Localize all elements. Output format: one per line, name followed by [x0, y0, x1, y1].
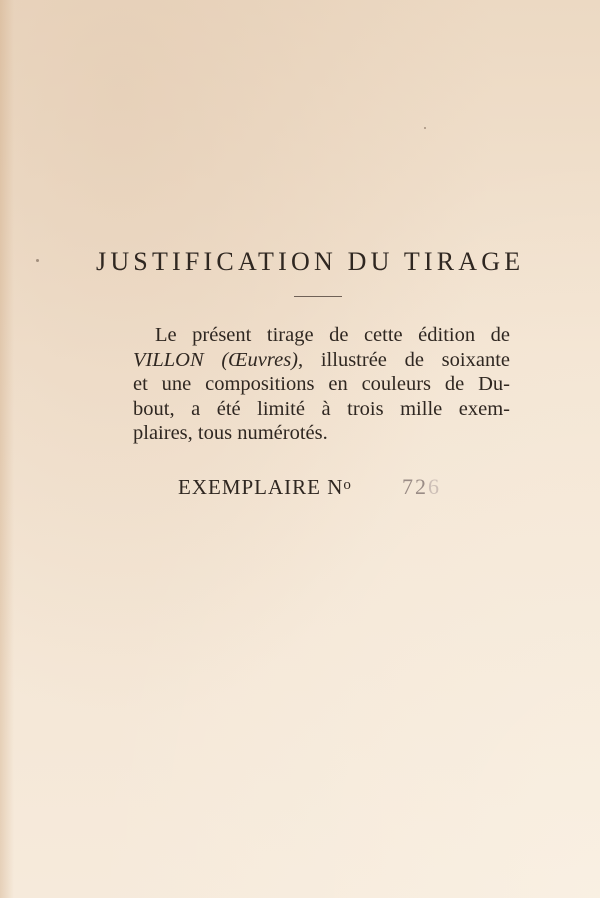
page-title: JUSTIFICATION DU TIRAGE: [96, 247, 525, 276]
numero-superscript: o: [343, 477, 352, 493]
paragraph-line-4: bout, a été limité à trois mille exem-: [133, 397, 510, 420]
copy-number: [402, 474, 441, 500]
paragraph-line-3: et une compositions en couleurs de Du-: [133, 373, 510, 395]
author-name: VILLON: [133, 348, 204, 371]
exemplaire-text: EXEMPLAIRE N: [178, 475, 344, 499]
paper-speck: [424, 127, 426, 129]
copy-number-faint-digit: 6: [428, 474, 441, 499]
title-divider: [294, 296, 342, 297]
paragraph-line-2-rest: , illustrée de soixante: [298, 348, 510, 371]
exemplaire-label: [178, 475, 352, 500]
paragraph-line-2: [133, 348, 510, 373]
justification-paragraph: [133, 323, 510, 446]
work-title: (Œuvres): [221, 348, 299, 371]
paragraph-line-1: Le présent tirage de cette édition de: [155, 324, 510, 346]
paragraph-line-5: plaires, tous numérotés.: [133, 422, 328, 444]
copy-number-main: 72: [402, 474, 428, 499]
paper-speck: [36, 259, 39, 262]
page-edge-shadow: [0, 0, 14, 898]
